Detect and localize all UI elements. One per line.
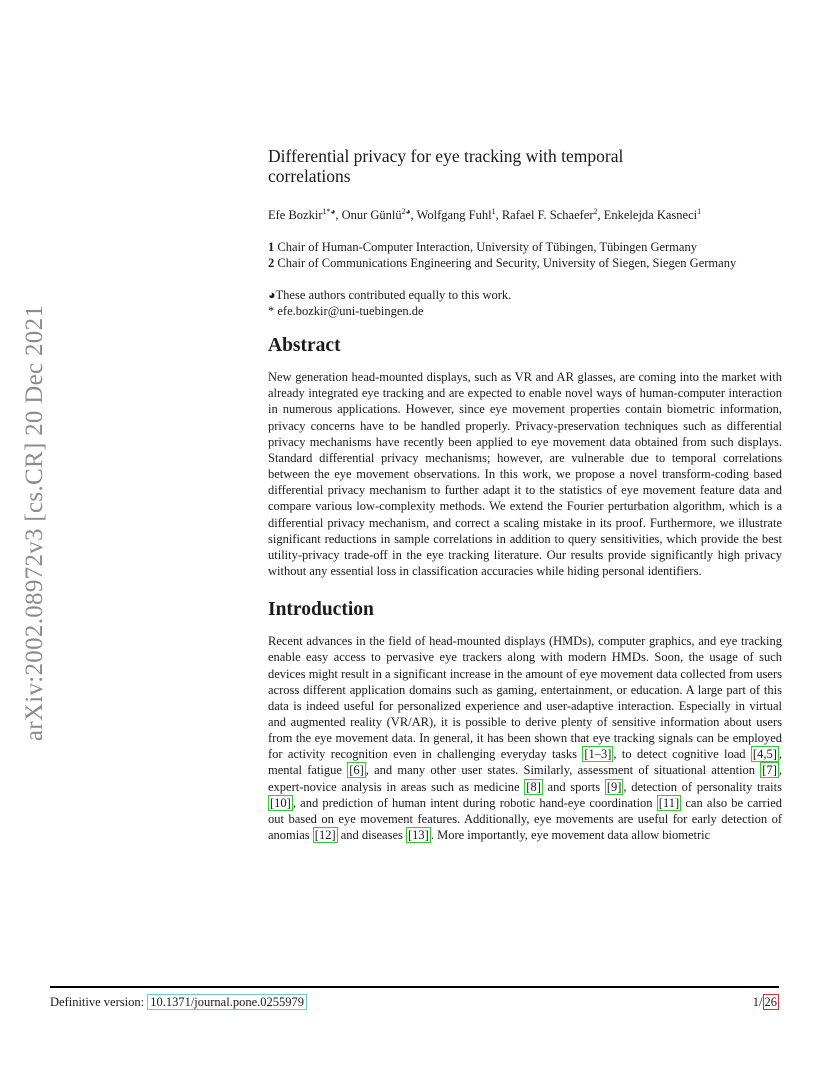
citation-link[interactable]: [10] [270,795,291,810]
paper-title: Differential privacy for eye tracking with temporal correlations [268,146,624,186]
citation-link[interactable]: [12] [314,828,336,843]
author: Wolfgang Fuhl$^1$ [416,207,496,223]
author: Efe Bozkir$^{1*◕}$ [268,207,336,223]
affiliations [268,239,782,271]
citation-link[interactable]: [13] [408,828,429,843]
page-footer [50,995,779,1010]
page-number: 1/ 26 [752,995,777,1009]
citation-link[interactable]: [1–3] [584,747,612,762]
corresponding-email: * efe.bozkir@uni-tuebingen.de [268,304,424,319]
author: Rafael F. Schaefer$^2$ [501,207,598,223]
equal-contribution-note: ◕These authors contributed equally to this work. [268,288,512,303]
author-notes [268,287,782,319]
abstract-text: New generation head-mounted displays, such as VR and AR glasses, are coming into the market with already integrated eye tracking and are expected to enable novel ways of human-computer interaction in numerous applications. However, since eye movement properties contain biometric information, privacy concerns have to be handled properly. Privacy-preservation techniques such as differential privacy mechanisms have recently been applied to eye movement data obtained from such displays. Standard differential privacy mechanisms; however, are vulnerable due to temporal correlations between the eye movement observations. In this work, we propose a novel transform-coding based differential privacy mechanism to further adapt it to the statistics of eye movement feature data and compare various low-complexity methods. We extend the Fourier perturbation algorithm, which is a differential privacy mechanism, and correct a scaling mistake in its proof. Furthermore, we illustrate significant reductions in sample correlations in addition to query sensitivities, which provide the best utility-privacy trade-off in the eye tracking literature. Our results provide significantly high privacy without any essential loss in classification accuracies while hiding personal identifiers. [268,370,782,579]
total-pages-link[interactable]: 26 [764,995,777,1009]
citation-link[interactable]: [8] [526,779,541,794]
citation-link[interactable]: [6] [349,763,364,778]
citation-link[interactable]: [4,5] [752,747,777,762]
arxiv-sidebar-stamp [18,288,52,758]
citation-link[interactable]: [7] [762,763,777,778]
affiliation: 1 Chair of Human-Computer Interaction, University of Tübingen, Tübingen Germany [268,240,697,255]
introduction-heading: Introduction [268,599,374,621]
author: Onur Günlü$^{2◕}$ [341,207,411,223]
definitive-version-label: Definitive version: [50,995,148,1009]
doi-link[interactable]: 10.1371/journal.pone.0255979 [147,994,307,1010]
author-list: Efe Bozkir$^{1*◕}$, Onur Günlü$^{2◕}$, Wolfgang Fuhl$^1$, Rafael F. Schaefer$^2$, Enkelejda Kasneci$^1$ [268,207,702,223]
footer-divider [50,986,779,988]
paper-body [268,146,782,863]
author: Enkelejda Kasneci$^1$ [603,207,702,223]
citation-link[interactable]: [9] [606,779,622,794]
affiliation: 2 Chair of Communications Engineering and Security, University of Siegen, Siegen Germany [268,256,737,271]
introduction-text: Recent advances in the field of head-mounted displays (HMDs), computer graphics, and eye tracking enable easy access to pervasive eye trackers along with modern HMDs. Soon, the usage of such devices might result in a significant increase in the amount of eye movement data collected from users across different application domains such as gaming, entertainment, or education. A large part of this data is indeed useful for personalized experience and user-adaptive interaction. Especially in virtual and augmented reality (VR/AR), it is possible to derive plenty of sensitive information about users from the eye movement data. In general, it has been shown that eye tracking signals can be employed for activity recognition even in challenging everyday tasks [1–3] , to detect cognitive load [4,5] , mental fatigue [6] , and many other user states. Similarly, assessment of situational attention [7] , expert-novice analysis in areas such as medicine [8] and sports [9] , detection of personality traits [10] , and prediction of human intent during robotic hand-eye coordination [11] can also be carried out based on eye movement features. Additionally, eye movements are useful for early detection of anomias [12] and diseases [13] . More importantly, eye movement data allow biometric [268,634,782,843]
abstract-heading: Abstract [268,335,341,357]
arxiv-id: arXiv:2002.08972v3 [cs.CR] 20 Dec 2021 [21,304,48,742]
citation-link[interactable]: [11] [658,795,680,810]
